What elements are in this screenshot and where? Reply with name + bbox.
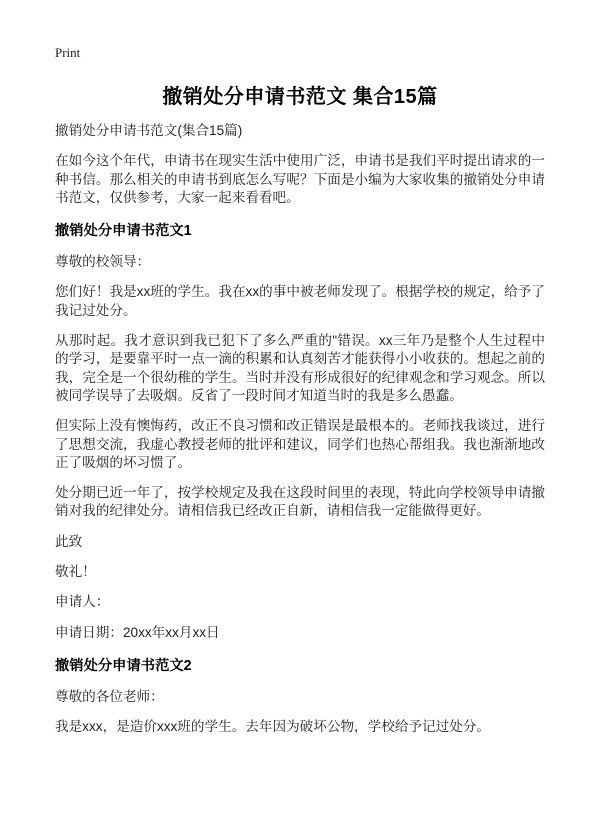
section-2-salutation: 尊敬的各位老师： [55, 688, 164, 704]
section-1-heading: 撤销处分申请书范文1 [55, 223, 192, 240]
salute-line: 敬礼！ [55, 564, 96, 580]
print-button[interactable]: Print [55, 45, 81, 60]
body-paragraph: 从那时起。我才意识到我已犯下了多么严重的"错误。xx三年乃是整个人生过程中的学习，是要靠平时一点一滴的积累和认真刻苦才能获得小小收获的。想起之前的我，完全是一个很幼稚的学生。当时并没有形成很好的纪律观念和学习观念。所以被同学误导了去吸烟。反省了一段时间才知道当时的我是多么愚蠢。 [55, 333, 545, 403]
page-title: 撤销处分申请书范文 集合15篇 [162, 86, 438, 108]
body-paragraph: 处分期已近一年了，按学校规定及我在这段时间里的表现，特此向学校领导申请撤销对我的纪律处分。请相信我已经改正自新，请相信我一定能做得更好。 [55, 485, 545, 519]
document-subtitle: 撤销处分申请书范文(集合15篇) [55, 123, 243, 138]
body-paragraph: 但实际上没有懊悔药，改正不良习惯和改正错误是最根本的。老师找我谈过，进行了思想交流，我虚心教授老师的批评和建议，同学们也热心帮组我。我也渐渐地改正了吸烟的坏习惯了。 [55, 418, 545, 470]
body-paragraph: 我是xxx，是造价xxx班的学生。去年因为破坏公物，学校给予记过处分。 [55, 719, 490, 735]
intro-paragraph: 在如今这个年代，申请书在现实生活中使用广泛，申请书是我们平时提出请求的一种书信。那么相关的申请书到底怎么写呢？下面是小编为大家收集的撤销处分申请书范文，仅供参考，大家一起来看看吧。 [55, 153, 545, 205]
body-paragraph: 您们好！我是xx班的学生。我在xx的事中被老师发现了。根据学校的规定，给予了我记过处分。 [55, 284, 545, 318]
section-2-heading: 撤销处分申请书范文2 [55, 657, 192, 674]
closing-line: 此致 [55, 533, 83, 549]
date-line: 申请日期：20xx年xx月xx日 [55, 624, 220, 640]
applicant-line: 申请人： [55, 594, 110, 610]
section-1-salutation: 尊敬的校领导： [55, 254, 151, 270]
